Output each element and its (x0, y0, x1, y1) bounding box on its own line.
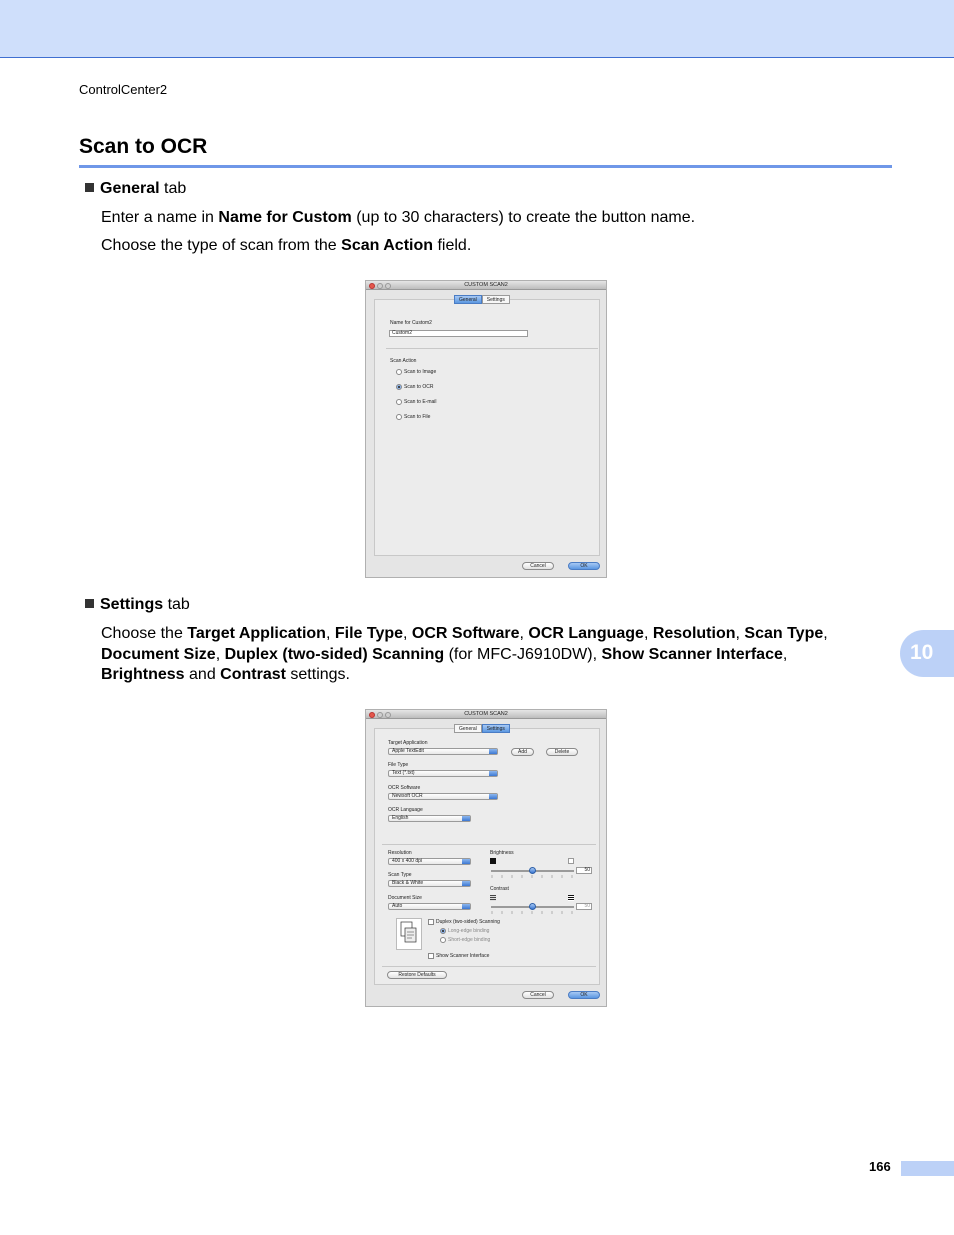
text-run: , (823, 625, 828, 642)
popup-arrow-icon (462, 816, 470, 821)
text-run: , (735, 625, 745, 642)
radio-scan-to-email[interactable] (396, 399, 437, 405)
bullet-general-rest: tab (159, 180, 187, 197)
tab-general[interactable]: General (454, 295, 482, 304)
chapter-tab: 10 (900, 630, 954, 677)
zoom-icon[interactable] (385, 283, 391, 289)
low-contrast-icon (490, 895, 496, 901)
text-run: settings. (285, 666, 350, 683)
checkbox-icon (428, 953, 434, 959)
text-run-bold: OCR Language (528, 625, 644, 642)
running-head: ControlCenter2 (79, 82, 168, 97)
target-application-label: Target Application (388, 740, 428, 746)
popup-arrow-icon (462, 859, 470, 864)
contrast-value[interactable]: 50 (576, 903, 592, 910)
window-controls (369, 283, 393, 293)
radio-circle-icon (396, 399, 402, 405)
dialog-title: CUSTOM SCAN2 (464, 711, 508, 717)
divider (386, 348, 598, 349)
name-for-custom-input[interactable]: Custom2 (389, 330, 528, 337)
header-band (0, 0, 954, 58)
scan-type-popup[interactable] (388, 880, 471, 887)
document-size-label: Document Size (388, 895, 422, 901)
radio-circle-icon (396, 414, 402, 420)
settings-paragraph (101, 624, 891, 686)
bullet-square-icon (85, 599, 94, 608)
popup-arrow-icon (462, 881, 470, 886)
text-run-bold: Show Scanner Interface (601, 645, 783, 663)
text-run-bold: Scan Action (341, 237, 434, 254)
popup-value: Black & White (392, 880, 424, 886)
radio-label: Short-edge binding (448, 937, 491, 943)
dialog-titlebar (366, 710, 606, 719)
contrast-ticks (491, 911, 574, 914)
ocr-software-popup[interactable] (388, 793, 498, 800)
scan-type-label: Scan Type (388, 872, 412, 878)
text-run: , (643, 625, 653, 642)
tab-pane (374, 299, 600, 556)
title-rule (79, 165, 892, 168)
radio-scan-to-ocr[interactable] (396, 384, 433, 390)
radio-scan-to-file[interactable] (396, 414, 430, 420)
window-controls (369, 712, 393, 722)
tab-bar (454, 295, 510, 304)
radio-selected-icon (396, 384, 402, 390)
delete-button[interactable]: Delete (546, 748, 578, 756)
radio-selected-icon (440, 928, 446, 934)
text-run: , (215, 645, 225, 663)
brightness-value[interactable]: 50 (576, 867, 592, 874)
light-square-icon (568, 858, 574, 864)
ok-button[interactable]: OK (568, 562, 600, 570)
text-run: , (782, 645, 788, 663)
text-run: Enter a name in (101, 209, 219, 226)
dialog-settings-screenshot (365, 709, 607, 1007)
show-scanner-interface-checkbox[interactable] (428, 953, 489, 959)
text-run-bold: File Type (334, 625, 404, 642)
checkbox-label: Show Scanner Interface (436, 953, 490, 959)
text-run: field. (433, 237, 472, 254)
radio-label: Long-edge binding (448, 928, 490, 934)
ocr-software-label: OCR Software (388, 785, 421, 791)
high-contrast-icon (568, 895, 574, 901)
duplex-document-icon (396, 918, 422, 950)
page-number: 166 (869, 1159, 891, 1174)
ocr-language-label: OCR Language (388, 807, 423, 813)
popup-arrow-icon (489, 749, 497, 754)
page-number-bar (901, 1161, 954, 1176)
popup-value: 400 x 400 dpi (392, 858, 423, 864)
radio-circle-icon (440, 937, 446, 943)
text-run-bold: Target Application (187, 625, 326, 642)
radio-short-edge-binding[interactable] (440, 937, 490, 943)
text-run: , (325, 625, 335, 642)
dialog-general-screenshot (365, 280, 607, 578)
radio-circle-icon (396, 369, 402, 375)
add-button[interactable]: Add (511, 748, 534, 756)
target-application-popup[interactable] (388, 748, 498, 755)
tab-bar (454, 724, 510, 733)
name-for-custom-label: Name for Custom2 (390, 320, 432, 326)
text-run: , (519, 625, 529, 642)
text-run: , (403, 625, 412, 642)
text-run: Choose the type of scan from the (101, 237, 342, 254)
text-run: (up to 30 characters) to create the button name. (351, 209, 696, 226)
bullet-settings (85, 596, 190, 614)
close-icon[interactable] (369, 283, 375, 289)
radio-label: Scan to E-mail (404, 399, 437, 405)
radio-long-edge-binding[interactable] (440, 928, 489, 934)
brightness-label: Brightness (490, 850, 514, 856)
section-title: Scan to OCR (79, 135, 208, 158)
restore-defaults-button[interactable]: Restore Defaults (387, 971, 447, 979)
bullet-settings-rest: tab (163, 596, 190, 613)
scan-action-label: Scan Action (390, 358, 417, 364)
text-run-bold: Resolution (652, 625, 736, 642)
text-run: and (184, 666, 221, 683)
popup-value: Auto (392, 903, 403, 909)
dialog-titlebar (366, 281, 606, 290)
checkbox-icon (428, 919, 434, 925)
text-run-bold: OCR Software (411, 625, 520, 642)
ocr-language-popup[interactable] (388, 815, 471, 822)
cancel-button[interactable]: Cancel (522, 562, 554, 570)
radio-label: Scan to File (404, 414, 431, 420)
minimize-icon[interactable] (377, 283, 383, 289)
general-paragraph-1 (101, 208, 695, 229)
brightness-slider-knob[interactable] (529, 867, 536, 874)
radio-label: Scan to Image (404, 369, 437, 375)
minimize-icon[interactable] (377, 712, 383, 718)
ok-button[interactable]: OK (568, 991, 600, 999)
bullet-general-bold: General (100, 180, 160, 197)
checkbox-label: Duplex (two-sided) Scanning (436, 919, 500, 925)
dark-square-icon (490, 858, 496, 864)
text-run: (for MFC-J6910DW), (444, 645, 602, 663)
resolution-popup[interactable] (388, 858, 471, 865)
radio-scan-to-image[interactable] (396, 369, 436, 375)
text-run: Choose the (101, 625, 188, 642)
file-type-popup[interactable] (388, 770, 498, 777)
tab-settings[interactable]: Settings (482, 295, 510, 304)
popup-arrow-icon (462, 904, 470, 909)
text-run-bold: Contrast (220, 666, 286, 683)
popup-arrow-icon (489, 794, 497, 799)
popup-value: Apple TextEdit (392, 748, 424, 754)
text-run-bold: Brightness (101, 666, 185, 683)
text-run-bold: Document Size (101, 645, 216, 663)
divider (382, 966, 596, 967)
tab-general[interactable]: General (454, 724, 482, 733)
bullet-settings-bold: Settings (100, 596, 164, 613)
text-run-bold: Name for Custom (218, 209, 352, 226)
text-run-bold: Duplex (two-sided) Scanning (224, 645, 445, 663)
document-size-popup[interactable] (388, 903, 471, 910)
contrast-label: Contrast (490, 886, 509, 892)
brightness-ticks (491, 875, 574, 878)
dialog-title: CUSTOM SCAN2 (464, 282, 508, 288)
popup-value: English (392, 815, 409, 821)
popup-arrow-icon (489, 771, 497, 776)
zoom-icon[interactable] (385, 712, 391, 718)
popup-value: Newsoft OCR (392, 793, 423, 799)
divider (382, 844, 596, 845)
radio-label: Scan to OCR (404, 384, 434, 390)
tab-settings[interactable]: Settings (482, 724, 510, 733)
general-paragraph-2 (101, 236, 471, 257)
popup-value: Text (*.txt) (392, 770, 415, 776)
contrast-slider-knob[interactable] (529, 903, 536, 910)
close-icon[interactable] (369, 712, 375, 718)
file-type-label: File Type (388, 762, 409, 768)
cancel-button[interactable]: Cancel (522, 991, 554, 999)
text-run-bold: Scan Type (744, 625, 824, 642)
bullet-square-icon (85, 183, 94, 192)
duplex-checkbox[interactable] (428, 919, 500, 925)
resolution-label: Resolution (388, 850, 412, 856)
bullet-general (85, 180, 186, 198)
